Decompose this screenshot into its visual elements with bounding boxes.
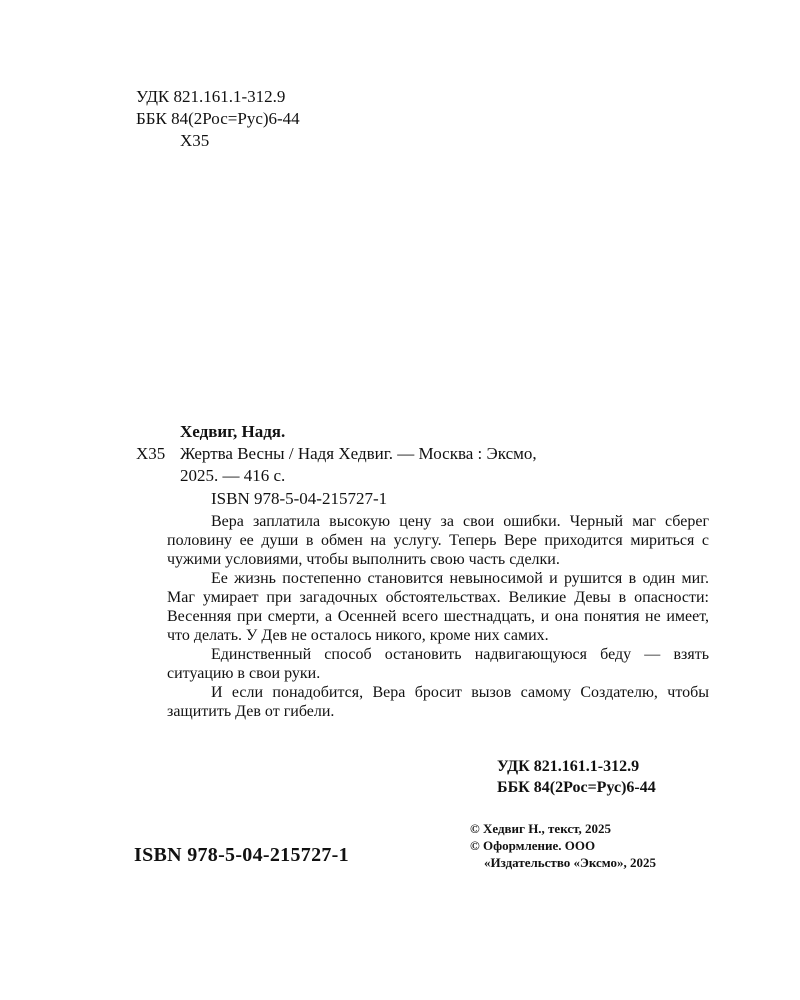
annotation <box>136 512 709 721</box>
annotation-paragraph: И если понадобится, Вера бросит вызов самому Создателю, чтобы защитить Дев от гибели. <box>167 684 709 720</box>
bottom-udk-code: УДК 821.161.1-312.9 <box>497 758 640 775</box>
udk-code: УДК 821.161.1-312.9 <box>136 87 286 106</box>
title-row <box>136 443 709 487</box>
card-author-mark: Х35 <box>136 444 166 463</box>
annotation-paragraph: Единственный способ остановить надвигающуюся беду — взять ситуацию в свои руки. <box>167 646 709 682</box>
copyright-design: © Оформление. ООО <box>470 838 596 853</box>
isbn-large: ISBN 978-5-04-215727-1 <box>134 844 349 866</box>
author-mark: Х35 <box>180 131 210 150</box>
author-name: Хедвиг, Надя. <box>180 422 286 441</box>
card-isbn: ISBN 978-5-04-215727-1 <box>211 489 388 508</box>
annotation-paragraph: Ее жизнь постепенно становится невыносимой и рушится в один миг. Маг умирает при загадочных обстоятельствах. Великие Девы в опасности: Весенняя при смерти, а Осенней всего шестнадцать, и она понятия не имеет, что делать. У Дев не осталось никого, кроме них самих. <box>167 570 709 644</box>
bottom-classification-codes <box>497 756 656 798</box>
copyright-block <box>470 820 656 871</box>
annotation-paragraph: Вера заплатила высокую цену за свои ошибки. Черный маг сберег половину ее души в обмен на услугу. Теперь Вере приходится мириться с чужими условиями, чтобы выполнить свою часть сделки. <box>167 513 709 568</box>
top-classification-codes <box>136 86 300 152</box>
bbk-code: ББК 84(2Рос=Рус)6-44 <box>136 109 300 128</box>
title-line-2: 2025. — 416 с. <box>180 466 286 485</box>
copyright-text: © Хедвиг Н., текст, 2025 <box>470 821 612 836</box>
title-line-1: Жертва Весны / Надя Хедвиг. — Москва : Эксмо, <box>180 444 537 463</box>
catalog-card <box>136 421 709 721</box>
bibliographic-title <box>180 443 709 487</box>
bottom-bbk-code: ББК 84(2Рос=Рус)6-44 <box>497 779 656 796</box>
copyright-publisher: «Издательство «Эксмо», 2025 <box>484 855 656 870</box>
